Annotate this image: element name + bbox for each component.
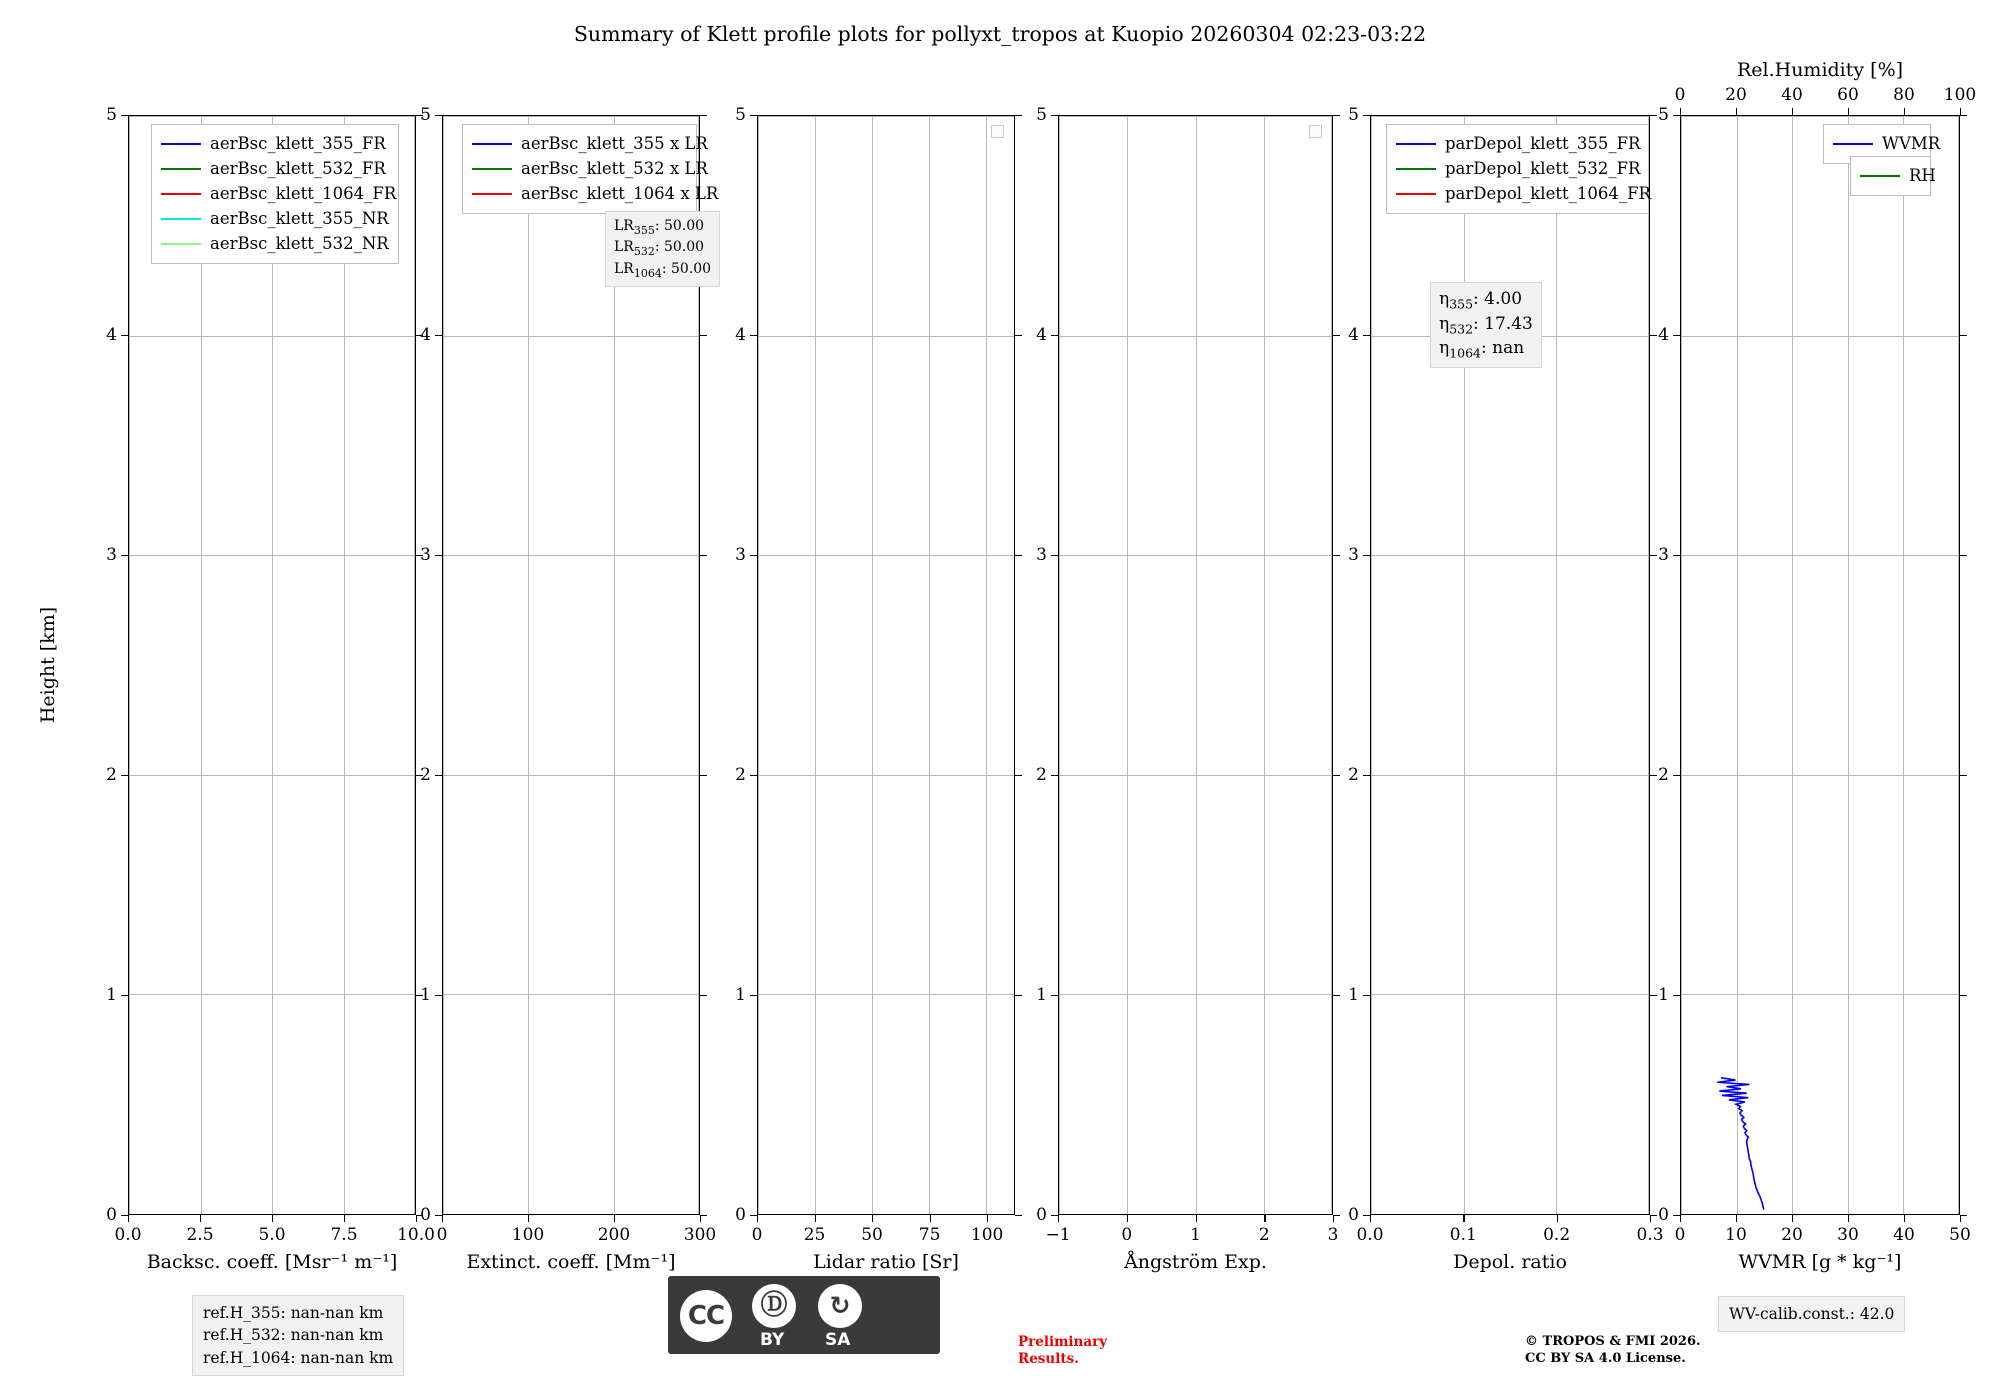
y-tick-label: 4 xyxy=(106,325,117,345)
legend-label: aerBsc_klett_1064 x LR xyxy=(521,184,719,203)
legend-item[interactable] xyxy=(472,181,719,206)
share-alike-icon: ↻ xyxy=(818,1284,862,1328)
annotation-line: $\eta_{355}$: 4.00 xyxy=(1439,289,1523,312)
preliminary-line-2: Results. xyxy=(1018,1350,1079,1367)
cc-icon: CC xyxy=(680,1290,732,1342)
panel-extinction xyxy=(420,105,719,1273)
cc-by-label: BY xyxy=(760,1330,785,1350)
x-tick-label: 50 xyxy=(861,1225,883,1245)
x-tick-label: 100 xyxy=(511,1225,545,1245)
reference-height-box xyxy=(192,1295,404,1376)
legend-backscatter[interactable] xyxy=(151,124,399,264)
y-tick-label: 3 xyxy=(735,545,746,565)
legend-line-icon xyxy=(1833,143,1873,145)
x-tick-label: 5.0 xyxy=(258,1225,286,1245)
legend-item[interactable] xyxy=(161,231,389,256)
legend-item[interactable] xyxy=(472,156,708,181)
annotation-line: $LR_{1064}$: 50.00 xyxy=(614,260,712,280)
person-icon: Ⓓ xyxy=(752,1284,796,1328)
y-tick-label: 1 xyxy=(1348,985,1359,1005)
y-tick-label: 1 xyxy=(1036,985,1047,1005)
legend-label: parDepol_klett_532_FR xyxy=(1445,159,1641,178)
x-tick-label: 10 xyxy=(1725,1225,1747,1245)
y-tick-label: 5 xyxy=(420,105,431,125)
copyright-line-1: © TROPOS & FMI 2026. xyxy=(1525,1334,1701,1349)
creative-commons-badge[interactable] xyxy=(668,1276,940,1354)
wv-calib-value: WV-calib.const.: 42.0 xyxy=(1729,1305,1895,1323)
x-tick-label: 0.0 xyxy=(114,1225,142,1245)
legend-label: parDepol_klett_355_FR xyxy=(1445,134,1641,153)
x-tick-label: 0.2 xyxy=(1543,1225,1571,1245)
legend-line-icon xyxy=(161,143,201,145)
legend-line-icon xyxy=(161,168,201,170)
x-tick-label: 0 xyxy=(751,1225,763,1245)
legend-line-icon xyxy=(472,193,512,195)
legend-line-icon xyxy=(472,143,512,145)
x-tick-label: 40 xyxy=(1893,1225,1915,1245)
y-tick-label: 3 xyxy=(1348,545,1359,565)
wvmr-series-line xyxy=(1681,116,1959,1214)
y-tick-label: 0 xyxy=(106,1205,117,1225)
top-x-tick-label: 20 xyxy=(1725,85,1747,105)
y-tick-label: 3 xyxy=(106,545,117,565)
y-tick-label: 0 xyxy=(1036,1205,1047,1225)
x-tick-label: 0.0 xyxy=(1356,1225,1384,1245)
y-tick-label: 0 xyxy=(1348,1205,1359,1225)
legend-line-icon xyxy=(161,243,201,245)
x-tick-label: 3 xyxy=(1327,1225,1339,1245)
y-tick-label: 0 xyxy=(420,1205,431,1225)
y-tick-label: 0 xyxy=(735,1205,746,1225)
y-tick-label: 1 xyxy=(420,985,431,1005)
legend-label: aerBsc_klett_532_NR xyxy=(210,234,389,253)
cc-sa-label: SA xyxy=(825,1330,851,1350)
page-title: Summary of Klett profile plots for pollyxt_tropos at Kuopio 20260304 02:23-03:22 xyxy=(573,22,1427,46)
panel-backscatter xyxy=(106,105,435,1273)
y-tick-label: 5 xyxy=(1348,105,1359,125)
legend-label: RH xyxy=(1909,166,1936,185)
legend-line-icon xyxy=(472,168,512,170)
y-tick-label: 1 xyxy=(106,985,117,1005)
legend-line-icon xyxy=(1860,175,1900,177)
top-x-tick-label: 0 xyxy=(1674,85,1686,105)
ref-height-355: ref.H_355: nan-nan km xyxy=(203,1304,384,1322)
x-tick-label: 7.5 xyxy=(330,1225,358,1245)
y-tick-label: 2 xyxy=(1036,765,1047,785)
x-axis-title-backscatter: Backsc. coeff. [Msr⁻¹ m⁻¹] xyxy=(146,1251,398,1273)
y-tick-label: 4 xyxy=(1036,325,1047,345)
y-tick-label: 4 xyxy=(1658,325,1669,345)
plot-area-backscatter[interactable] xyxy=(128,115,416,1215)
x-tick-label: 50 xyxy=(1949,1225,1971,1245)
y-tick-label: 2 xyxy=(1658,765,1669,785)
legend-item[interactable] xyxy=(1396,156,1639,181)
legend-item[interactable] xyxy=(161,181,397,206)
x-axis-title-wvmr: WVMR [g * kg⁻¹] xyxy=(1738,1251,1902,1273)
wv-calibration-box xyxy=(1718,1296,1905,1332)
x-tick-label: −1 xyxy=(1045,1225,1071,1245)
y-tick-label: 3 xyxy=(1658,545,1669,565)
empty-legend-marker xyxy=(1309,125,1322,138)
x-axis-title-angstroem: Ångström Exp. xyxy=(1124,1251,1267,1273)
legend-item[interactable] xyxy=(161,131,389,156)
top-x-tick-label: 100 xyxy=(1943,85,1977,105)
x-tick-label: 1 xyxy=(1190,1225,1201,1245)
legend-line-icon xyxy=(1396,193,1436,195)
preliminary-results-note xyxy=(1018,1334,1107,1368)
y-tick-label: 5 xyxy=(1036,105,1047,125)
legend-label: aerBsc_klett_355_FR xyxy=(210,134,386,153)
x-tick-label: 100 xyxy=(970,1225,1004,1245)
top-x-tick-label: 80 xyxy=(1893,85,1915,105)
annotation-lidar-ratios xyxy=(605,211,720,287)
y-tick-label: 5 xyxy=(735,105,746,125)
top-axis-title-rh: Rel.Humidity [%] xyxy=(1736,59,1904,81)
legend-label: aerBsc_klett_532_FR xyxy=(210,159,386,178)
y-tick-label: 2 xyxy=(735,765,746,785)
ref-height-1064: ref.H_1064: nan-nan km xyxy=(203,1348,394,1367)
annotation-line: $\eta_{532}$: 17.43 xyxy=(1439,313,1533,337)
x-tick-label: 30 xyxy=(1837,1225,1859,1245)
y-axis-title: Height [km] xyxy=(37,606,59,724)
legend-item[interactable] xyxy=(1860,163,1936,188)
x-tick-label: 300 xyxy=(683,1225,717,1245)
annotation-line: $LR_{532}$: 50.00 xyxy=(614,239,705,259)
legend-label: aerBsc_klett_355_NR xyxy=(210,209,389,228)
legend-label: parDepol_klett_1064_FR xyxy=(1445,184,1651,203)
plot-area-wvmr[interactable] xyxy=(1680,115,1960,1215)
x-tick-label: 0 xyxy=(1674,1225,1686,1245)
plot-area-depolarization[interactable] xyxy=(1370,115,1650,1215)
y-tick-label: 1 xyxy=(1658,985,1669,1005)
legend-rh[interactable] xyxy=(1850,156,1936,196)
x-tick-label: 20 xyxy=(1781,1225,1803,1245)
legend-item[interactable] xyxy=(161,206,389,231)
annotation-line: $\eta_{1064}$: nan xyxy=(1439,338,1525,361)
x-tick-label: 0.3 xyxy=(1636,1225,1664,1245)
x-axis-title-depolarization: Depol. ratio xyxy=(1453,1251,1567,1273)
legend-item[interactable] xyxy=(1396,131,1639,156)
x-tick-label: 10.0 xyxy=(397,1225,435,1245)
x-tick-label: 200 xyxy=(597,1225,631,1245)
y-tick-label: 2 xyxy=(106,765,117,785)
panel-wvmr xyxy=(1658,59,1977,1273)
legend-line-icon xyxy=(161,193,201,195)
y-tick-label: 1 xyxy=(735,985,746,1005)
legend-label: aerBsc_klett_1064_FR xyxy=(210,184,397,203)
copyright-line-2: CC BY SA 4.0 License. xyxy=(1525,1350,1686,1366)
legend-item[interactable] xyxy=(1396,181,1651,206)
y-tick-label: 2 xyxy=(1348,765,1359,785)
x-tick-label: 0 xyxy=(436,1225,448,1245)
x-tick-label: 75 xyxy=(918,1225,941,1245)
panel-angstroem xyxy=(1036,105,1339,1273)
top-x-tick-label: 60 xyxy=(1837,85,1859,105)
top-x-tick-label: 40 xyxy=(1781,85,1803,105)
y-tick-label: 3 xyxy=(420,545,431,565)
plot-area-angstroem[interactable] xyxy=(1058,115,1333,1215)
plot-area-lidar-ratio[interactable] xyxy=(757,115,1015,1215)
empty-legend-marker xyxy=(991,125,1004,138)
legend-line-icon xyxy=(161,218,201,220)
legend-label: WVMR xyxy=(1882,134,1941,153)
y-tick-label: 3 xyxy=(1036,545,1047,565)
y-tick-label: 4 xyxy=(420,325,431,345)
legend-label: aerBsc_klett_355 x LR xyxy=(521,134,708,153)
legend-extinction[interactable] xyxy=(462,124,719,214)
copyright-note xyxy=(1525,1334,1701,1368)
y-tick-label: 4 xyxy=(1348,325,1359,345)
legend-label: aerBsc_klett_532 x LR xyxy=(521,159,708,178)
y-tick-label: 2 xyxy=(420,765,431,785)
y-tick-label: 4 xyxy=(735,325,746,345)
ref-height-532: ref.H_532: nan-nan km xyxy=(203,1326,384,1345)
legend-depolarization[interactable] xyxy=(1386,124,1649,214)
preliminary-line-1: Preliminary xyxy=(1018,1334,1108,1350)
x-axis-title-lidar-ratio: Lidar ratio [Sr] xyxy=(813,1251,959,1273)
panel-lidar-ratio xyxy=(735,105,1015,1273)
legend-item[interactable] xyxy=(161,156,389,181)
x-tick-label: 2.5 xyxy=(186,1225,214,1245)
x-tick-label: 0 xyxy=(1121,1225,1133,1245)
x-axis-title-extinction: Extinct. coeff. [Mm⁻¹] xyxy=(466,1251,676,1273)
x-tick-label: 0.1 xyxy=(1449,1225,1477,1245)
y-tick-label: 5 xyxy=(106,105,117,125)
x-tick-label: 25 xyxy=(803,1225,826,1245)
annotation-line: $LR_{355}$: 50.00 xyxy=(614,218,705,237)
legend-line-icon xyxy=(1396,168,1436,170)
legend-line-icon xyxy=(1396,143,1436,145)
y-tick-label: 5 xyxy=(1658,105,1669,125)
legend-item[interactable] xyxy=(472,131,708,156)
legend-item[interactable] xyxy=(1833,131,1941,156)
panel-depolarization xyxy=(1348,105,1664,1273)
y-tick-label: 0 xyxy=(1658,1205,1669,1225)
annotation-eta-values xyxy=(1430,282,1542,368)
x-tick-label: 2 xyxy=(1258,1225,1270,1245)
